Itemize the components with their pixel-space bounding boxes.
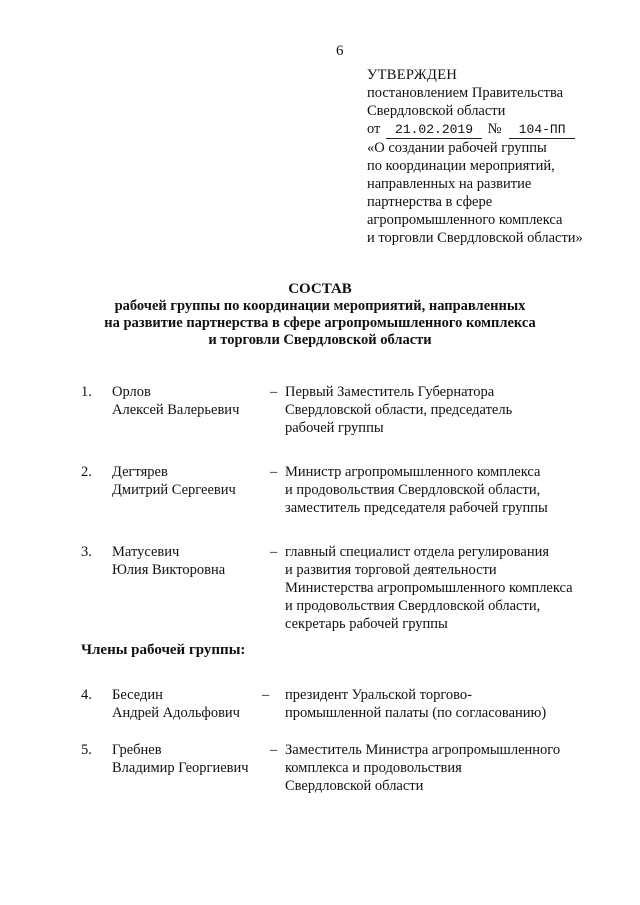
role-line: комплекса и продовольствия <box>285 760 462 776</box>
surname: Гребнев <box>112 742 162 758</box>
given-names: Владимир Георгиевич <box>112 760 249 776</box>
role-line: президент Уральской торгово- <box>285 687 472 703</box>
role-line: и продовольствия Свердловской области, <box>285 482 541 498</box>
surname: Матусевич <box>112 544 180 560</box>
role-line: и развития торговой деятельности <box>285 562 497 578</box>
role-line: Заместитель Министра агропромышленного <box>285 742 561 758</box>
given-names: Дмитрий Сергеевич <box>112 482 236 498</box>
role-line: промышленной палаты (по согласованию) <box>285 705 547 721</box>
entry-name <box>112 741 262 777</box>
role-line: секретарь рабочей группы <box>285 616 448 632</box>
role-line: заместитель председателя рабочей группы <box>285 500 548 516</box>
entry-role <box>285 383 595 437</box>
document-subtitle <box>60 298 580 349</box>
approval-subject-1: «О создании рабочей группы <box>367 140 547 156</box>
approval-heading: УТВЕРЖДЕН <box>367 67 458 83</box>
entry-role <box>285 463 595 517</box>
approval-subject-5: агропромышленного комплекса <box>367 212 563 228</box>
entry-number: 2. <box>81 464 92 480</box>
role-line: Первый Заместитель Губернатора <box>285 384 495 400</box>
role-line: Свердловской области <box>285 778 424 794</box>
entry-role <box>285 686 595 722</box>
role-line: рабочей группы <box>285 420 384 436</box>
entry-role <box>285 543 595 633</box>
approval-line-1: постановлением Правительства <box>367 85 564 101</box>
approval-subject-4: партнерства в сфере <box>367 194 493 210</box>
role-line: Министерства агропромышленного комплекса <box>285 580 573 596</box>
entry-dash: – <box>270 384 278 400</box>
entry-number: 1. <box>81 384 92 400</box>
role-line: Министр агропромышленного комплекса <box>285 464 541 480</box>
entry-dash: – <box>270 544 278 560</box>
entry-dash: – <box>262 687 270 703</box>
given-names: Алексей Валерьевич <box>112 402 240 418</box>
approval-number: 104-ПП <box>509 122 575 139</box>
subtitle-line-1: рабочей группы по координации мероприятий, направленных <box>114 298 526 314</box>
members-heading: Члены рабочей группы: <box>81 642 246 658</box>
entry-dash: – <box>270 464 278 480</box>
given-names: Андрей Адольфович <box>112 705 240 721</box>
entry-role <box>285 741 595 795</box>
approval-subject-2: по координации мероприятий, <box>367 158 555 174</box>
entry-number: 5. <box>81 742 92 758</box>
approval-subject-6: и торговли Свердловской области» <box>367 230 583 246</box>
document-title: СОСТАВ <box>288 281 352 297</box>
approval-block <box>367 66 627 247</box>
subtitle-line-3: и торговли Свердловской области <box>208 332 432 348</box>
number-label: № <box>487 121 502 137</box>
entry-number: 4. <box>81 687 92 703</box>
role-line: и продовольствия Свердловской области, <box>285 598 541 614</box>
approval-date: 21.02.2019 <box>386 122 482 139</box>
given-names: Юлия Викторовна <box>112 562 226 578</box>
approval-subject-3: направленных на развитие <box>367 176 532 192</box>
approval-line-2: Свердловской области <box>367 103 506 119</box>
surname: Беседин <box>112 687 163 703</box>
surname: Орлов <box>112 384 151 400</box>
entry-name <box>112 686 262 722</box>
role-line: Свердловской области, председатель <box>285 402 513 418</box>
approval-date-line <box>367 120 627 139</box>
surname: Дегтярев <box>112 464 168 480</box>
role-line: главный специалист отдела регулирования <box>285 544 550 560</box>
entry-dash: – <box>270 742 278 758</box>
entry-name <box>112 383 262 419</box>
date-prefix: от <box>367 121 381 137</box>
entry-name <box>112 543 262 579</box>
subtitle-line-2: на развитие партнерства в сфере агропромышленного комплекса <box>104 315 536 331</box>
page-number: 6 <box>336 43 344 59</box>
entry-number: 3. <box>81 544 92 560</box>
entry-name <box>112 463 262 499</box>
